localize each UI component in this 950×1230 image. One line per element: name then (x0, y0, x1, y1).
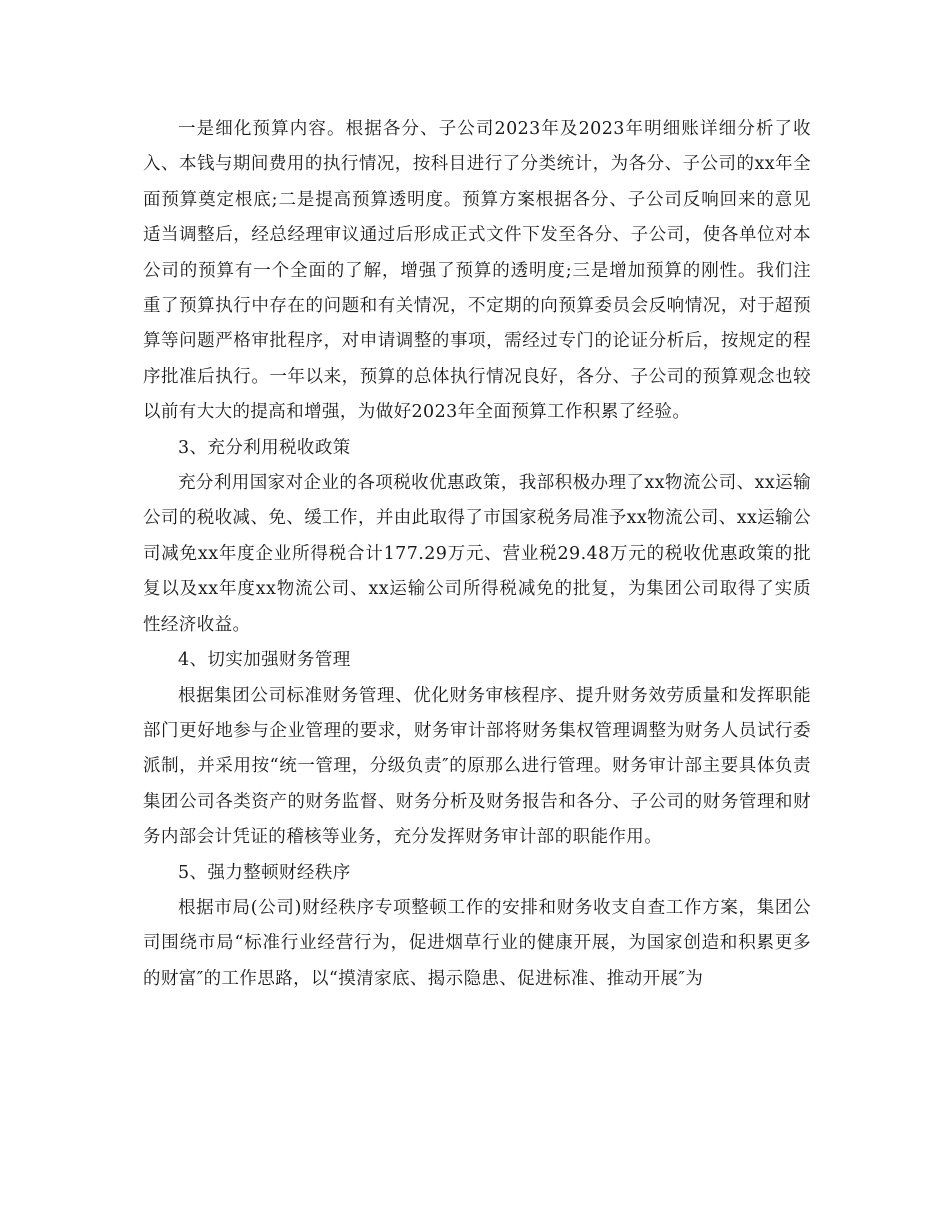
section-heading-financial-management: 4、切实加强财务管理 (178, 650, 351, 671)
paragraph-financial-order: 根据市局(公司)财经秩序专项整顿工作的安排和财务收支自查工作方案，集团公司围绕市局“标准行业经营行为，促进烟草行业的健康开展，为国家创造和积累更多的财富″的工作思路，以“摸清家底、揭示隐患、促进标准、推动开展″为 (143, 897, 811, 989)
section-heading-financial-order: 5、强力整顿财经秩序 (178, 862, 351, 883)
document-body (143, 112, 811, 997)
paragraph-tax-policy: 充分利用国家对企业的各项税收优惠政策，我部积极办理了xx物流公司、xx运输公司的税收减、免、缓工作，并由此取得了市国家税务局准予xx物流公司、xx运输公司减免xx年度企业所得税合计177.29万元、营业税29.48万元的税收优惠政策的批复以及xx年度xx物流公司、xx运输公司所得税减免的批复，为集团公司取得了实质性经济收益。 (143, 473, 811, 635)
paragraph-budget-details: 一是细化预算内容。根据各分、子公司2023年及2023年明细账详细分析了收入、本钱与期间费用的执行情况，按科目进行了分类统计，为各分、子公司的xx年全面预算奠定根底;二是提高预算透明度。预算方案根据各分、子公司反响回来的意见适当调整后，经总经理审议通过后形成正式文件下发至各分、子公司，使各单位对本公司的预算有一个全面的了解，增强了预算的透明度;三是增加预算的刚性。我们注重了预算执行中存在的问题和有关情况，不定期的向预算委员会反响情况，对于超预算等问题严格审批程序，对申请调整的事项，需经过专门的论证分析后，按规定的程序批准后执行。一年以来，预算的总体执行情况良好，各分、子公司的预算观念也较以前有大大的提高和增强，为做好2023年全面预算工作积累了经验。 (143, 119, 811, 423)
paragraph-financial-management: 根据集团公司标准财务管理、优化财务审核程序、提升财务效劳质量和发挥职能部门更好地参与企业管理的要求，财务审计部将财务集权管理调整为财务人员试行委派制，并采用按“统一管理，分级负责″的原那么进行管理。财务审计部主要具体负责集团公司各类资产的财务监督、财务分析及财务报告和各分、子公司的财务管理和财务内部会计凭证的稽核等业务，充分发挥财务审计部的职能作用。 (143, 685, 811, 848)
section-heading-tax-policy: 3、充分利用税收政策 (178, 437, 351, 458)
